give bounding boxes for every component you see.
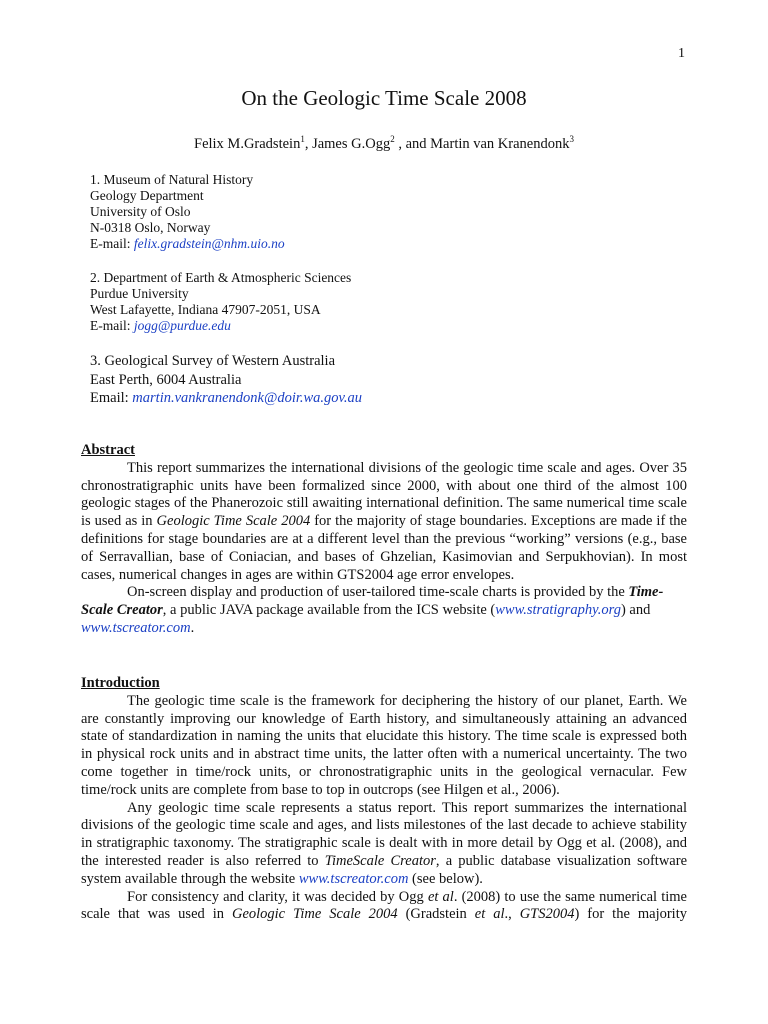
text-run: , a public JAVA package available from the ICS website ( xyxy=(162,602,496,619)
author-line xyxy=(0,136,768,153)
affiliation-line: 1. Museum of Natural History xyxy=(90,172,254,187)
affiliation-line: 2. Department of Earth & Atmospheric Sciences xyxy=(90,270,352,285)
text-run: (Gradstein xyxy=(397,906,475,923)
author-separator: , xyxy=(304,136,313,152)
text-run: (see below). xyxy=(408,870,483,887)
email-label: E-mail: xyxy=(90,318,134,333)
email-link[interactable]: martin.vankranendonk@doir.wa.gov.au xyxy=(132,390,363,406)
italic-text: TimeScale Creator xyxy=(324,852,436,869)
affiliation-email-line xyxy=(90,236,285,252)
affiliation-line: East Perth, 6004 Australia xyxy=(90,371,242,388)
italic-text: Geologic Time Scale 2004 xyxy=(231,906,398,923)
text-run: ., xyxy=(504,906,520,923)
affiliation-2 xyxy=(90,270,351,334)
abstract-paragraph-1 xyxy=(81,460,687,585)
affiliation-email-line xyxy=(90,318,351,334)
introduction-paragraph-3 xyxy=(81,889,687,925)
page-number: 1 xyxy=(678,46,685,61)
text-run: . xyxy=(190,619,195,636)
author-separator: , and xyxy=(394,136,431,152)
italic-text: et al xyxy=(474,906,505,923)
tscreator-link[interactable]: www.tscreator.com xyxy=(298,870,409,887)
author-affiliation-marker: 3 xyxy=(569,134,574,144)
author-name: James G.Ogg xyxy=(312,136,391,152)
affiliation-1 xyxy=(90,172,285,252)
affiliation-3 xyxy=(90,352,362,408)
author-name: Felix M.Gradstein xyxy=(194,136,301,152)
email-link[interactable]: felix.gradstein@nhm.uio.no xyxy=(133,236,285,251)
abstract-paragraph-2 xyxy=(81,584,687,637)
affiliation-line: 3. Geological Survey of Western Australia xyxy=(90,353,336,369)
introduction-paragraph-1: The geologic time scale is the framework for deciphering the history of our planet, Earth. We are constantly improving our knowledge of Earth history, and simultaneously attaining an advanced state of standardization in naming the units that elucidate this history. The time scale is expressed both in physical rock units and in abstract time units, the latter often with a numerical uncertainty. The two come together in time/rock units, or chronostratigraphic units in the geological vernacular. Few time/rock units are complete from base to top in outcrops (see Hilgen et al., 2006). xyxy=(81,692,687,798)
author-affiliation-marker: 2 xyxy=(390,134,395,144)
affiliation-line: Purdue University xyxy=(90,286,189,301)
text-run: for the majority of stage boundaries. Exceptions are made if the definitions for stage boundaries are at a different level than the previous “working” versions (e.g., base of Serravallian, base of Coniacian, and bases of Ghzelian, Kasimovian and Serpukhovian). In most cases, numerical changes in ages are within GTS2004 age error envelopes. xyxy=(81,513,687,583)
italic-text: et al xyxy=(427,888,454,905)
italic-text: GTS2004 xyxy=(519,906,575,923)
text-run: . (2008) to use the same numerical time scale that was used in xyxy=(81,888,687,923)
bold-italic-text: Time-Scale Creator xyxy=(81,584,664,619)
affiliation-line: N-0318 Oslo, Norway xyxy=(90,220,211,235)
text-run: ) and xyxy=(620,602,651,619)
text-run: Any geologic time scale represents a status report. This report summarizes the international divisions of the geologic time scale and ages, and lists milestones of the last decade to achieve stability in stratigraphic taxonomy. The stratigraphic scale is dealt with in more detail by Ogg et al. (2008), and the interested reader is also referred to xyxy=(81,799,687,869)
affiliation-line: West Lafayette, Indiana 47907-2051, USA xyxy=(90,302,321,317)
text-run: , a public database visualization software system available through the website xyxy=(81,852,688,887)
paper-title: On the Geologic Time Scale 2008 xyxy=(241,86,527,110)
text-run: On-screen display and production of user-tailored time-scale charts is provided by the xyxy=(127,584,629,601)
abstract-heading: Abstract xyxy=(81,442,135,458)
author-name: Martin van Kranendonk xyxy=(430,136,570,152)
affiliation-line: Geology Department xyxy=(90,188,204,203)
text-run: This report summarizes the international divisions of the geologic time scale and ages. Over 35 chronostratigraphic units have been formalized since 2000, with about one third of the almost 100 geologic stages of the Phanerozoic still awaiting international definition. The same numerical time scale is used as in xyxy=(81,459,687,530)
email-label: E-mail: xyxy=(90,236,134,251)
email-link[interactable]: jogg@purdue.edu xyxy=(133,318,231,333)
affiliation-email-line xyxy=(90,389,362,408)
author-affiliation-marker: 1 xyxy=(300,134,305,144)
text-run: ) for the majority xyxy=(574,906,687,923)
email-label: Email: xyxy=(90,390,133,406)
stratigraphy-link[interactable]: www.stratigraphy.org xyxy=(495,602,621,619)
abstract-section xyxy=(81,442,687,638)
affiliation-line: University of Oslo xyxy=(90,204,191,219)
introduction-section xyxy=(81,675,687,924)
text-run: For consistency and clarity, it was decided by Ogg xyxy=(127,888,428,905)
tscreator-link[interactable]: www.tscreator.com xyxy=(81,619,191,636)
italic-text: Geologic Time Scale 2004 xyxy=(156,513,311,530)
introduction-paragraph-2 xyxy=(81,800,687,889)
introduction-heading: Introduction xyxy=(81,675,160,691)
